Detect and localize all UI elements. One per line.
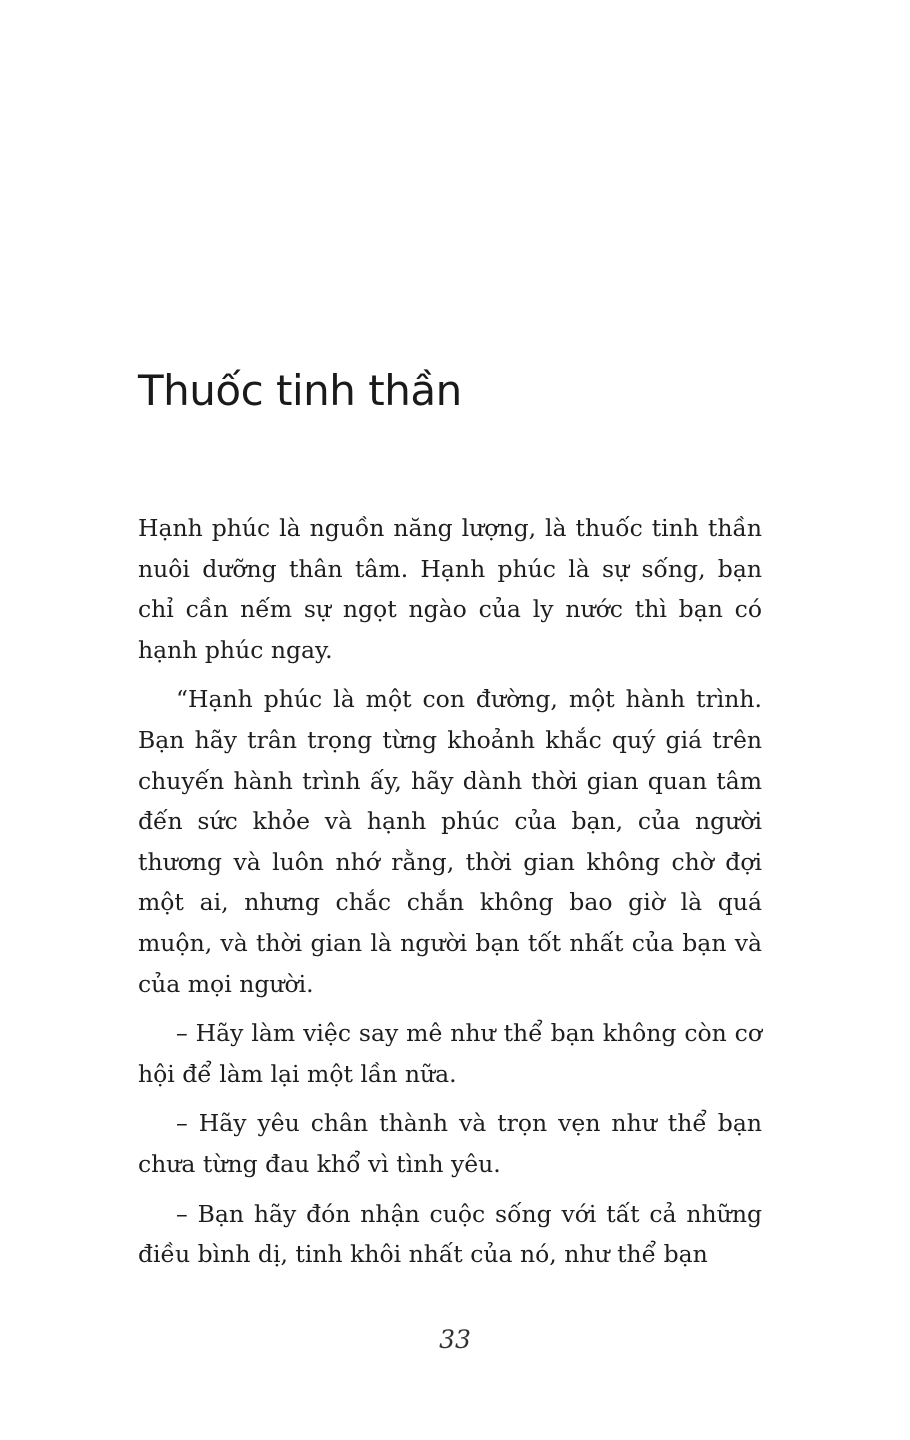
chapter-title: Thuốc tinh thần (138, 366, 462, 415)
paragraph-love: – Hãy yêu chân thành và trọn vẹn như thể bạn chưa từng đau khổ vì tình yêu. (138, 1109, 762, 1178)
paragraph-intro: Hạnh phúc là nguồn năng lượng, là thuốc tinh thần nuôi dưỡng thân tâm. Hạnh phúc là sự sống, bạn chỉ cần nếm sự ngọt ngào của ly nước thì bạn có hạnh phúc ngay. (138, 514, 762, 664)
body-text (138, 508, 762, 1284)
paragraph-work: – Hãy làm việc say mê như thể bạn không còn cơ hội để làm lại một lần nữa. (138, 1019, 762, 1088)
page-number: 33 (439, 1325, 471, 1354)
paragraph-quote: “Hạnh phúc là một con đường, một hành trình. Bạn hãy trân trọng từng khoảnh khắc quý giá trên chuyến hành trình ấy, hãy dành thời gian quan tâm đến sức khỏe và hạnh phúc của bạn, của người thương và luôn nhớ rằng, thời gian không chờ đợi một ai, nhưng chắc chắn không bao giờ là quá muộn, và thời gian là người bạn tốt nhất của bạn và của mọi người. (138, 685, 762, 998)
paragraph-life: – Bạn hãy đón nhận cuộc sống với tất cả những điều bình dị, tinh khôi nhất của nó, như thể bạn (138, 1199, 762, 1269)
